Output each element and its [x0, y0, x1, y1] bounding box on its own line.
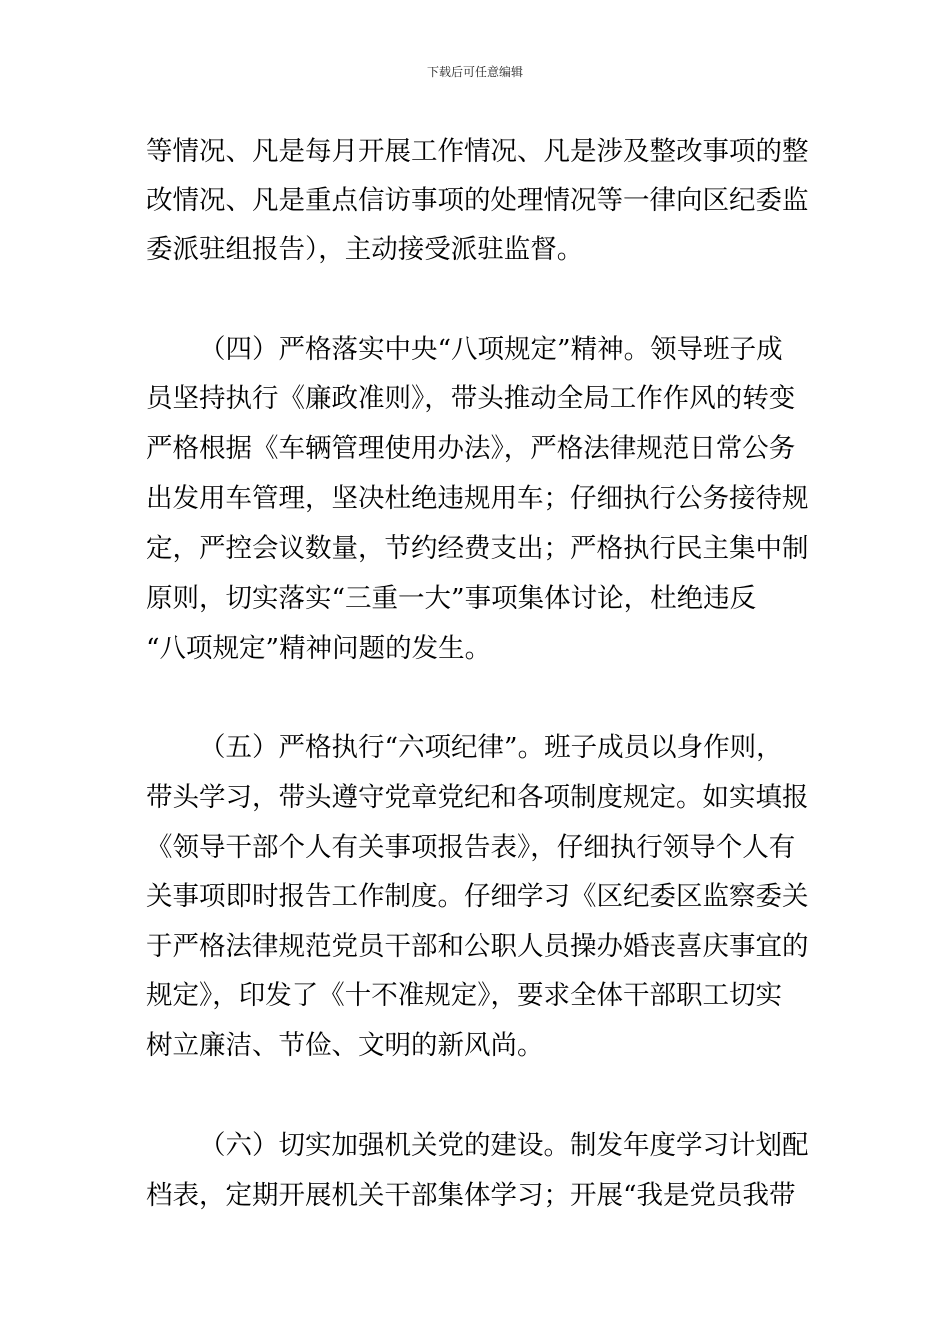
paragraph-3-line-2: 带头学习，带头遵守党章党纪和各项制度规定。如实填报 — [146, 782, 809, 813]
paragraph-2-line-4: 出发用车管理，坚决杜绝违规用车；仔细执行公务接待规 — [146, 483, 809, 514]
paragraph-2-line-3: 严格根据《车辆管理使用办法》，严格法律规范日常公务 — [146, 433, 796, 464]
paragraph-2-line-5: 定，严控会议数量，节约经费支出；严格执行民主集中制 — [146, 533, 809, 564]
paragraph-3-line-1: （五）严格执行“六项纪律”。班子成员以身作则， — [199, 732, 783, 763]
paragraph-2-line-7: “八项规定”精神问题的发生。 — [146, 633, 492, 664]
paragraph-4-line-1: （六）切实加强机关党的建设。制发年度学习计划配 — [199, 1130, 809, 1161]
paragraph-2-line-6: 原则，切实落实“三重一大”事项集体讨论，杜绝违反 — [146, 583, 757, 614]
paragraph-1-line-3: 委派驻组报告），主动接受派驻监督。 — [146, 234, 584, 265]
paragraph-3-line-3: 《领导干部个人有关事项报告表》，仔细执行领导个人有 — [146, 832, 796, 863]
paragraph-3-line-7: 树立廉洁、节俭、文明的新风尚。 — [146, 1030, 544, 1061]
paragraph-2-line-1: （四）严格落实中央“八项规定”精神。领导班子成 — [199, 334, 783, 365]
paragraph-1-line-2: 改情况、凡是重点信访事项的处理情况等一律向区纪委监 — [146, 185, 809, 216]
paragraph-1-line-1: 等情况、凡是每月开展工作情况、凡是涉及整改事项的整 — [146, 136, 809, 167]
page-header: 下载后可任意编辑 — [426, 65, 523, 79]
paragraph-4-line-2: 档表，定期开展机关干部集体学习；开展“我是党员我带 — [146, 1180, 796, 1211]
paragraph-3-line-6: 规定》，印发了《十不准规定》，要求全体干部职工切实 — [146, 980, 782, 1011]
paragraph-3-line-4: 关事项即时报告工作制度。仔细学习《区纪委区监察委关 — [146, 881, 809, 912]
paragraph-2-line-2: 员坚持执行《廉政准则》，带头推动全局工作作风的转变 — [146, 383, 796, 414]
paragraph-3-line-5: 于严格法律规范党员干部和公职人员操办婚丧喜庆事宜的 — [146, 931, 809, 962]
